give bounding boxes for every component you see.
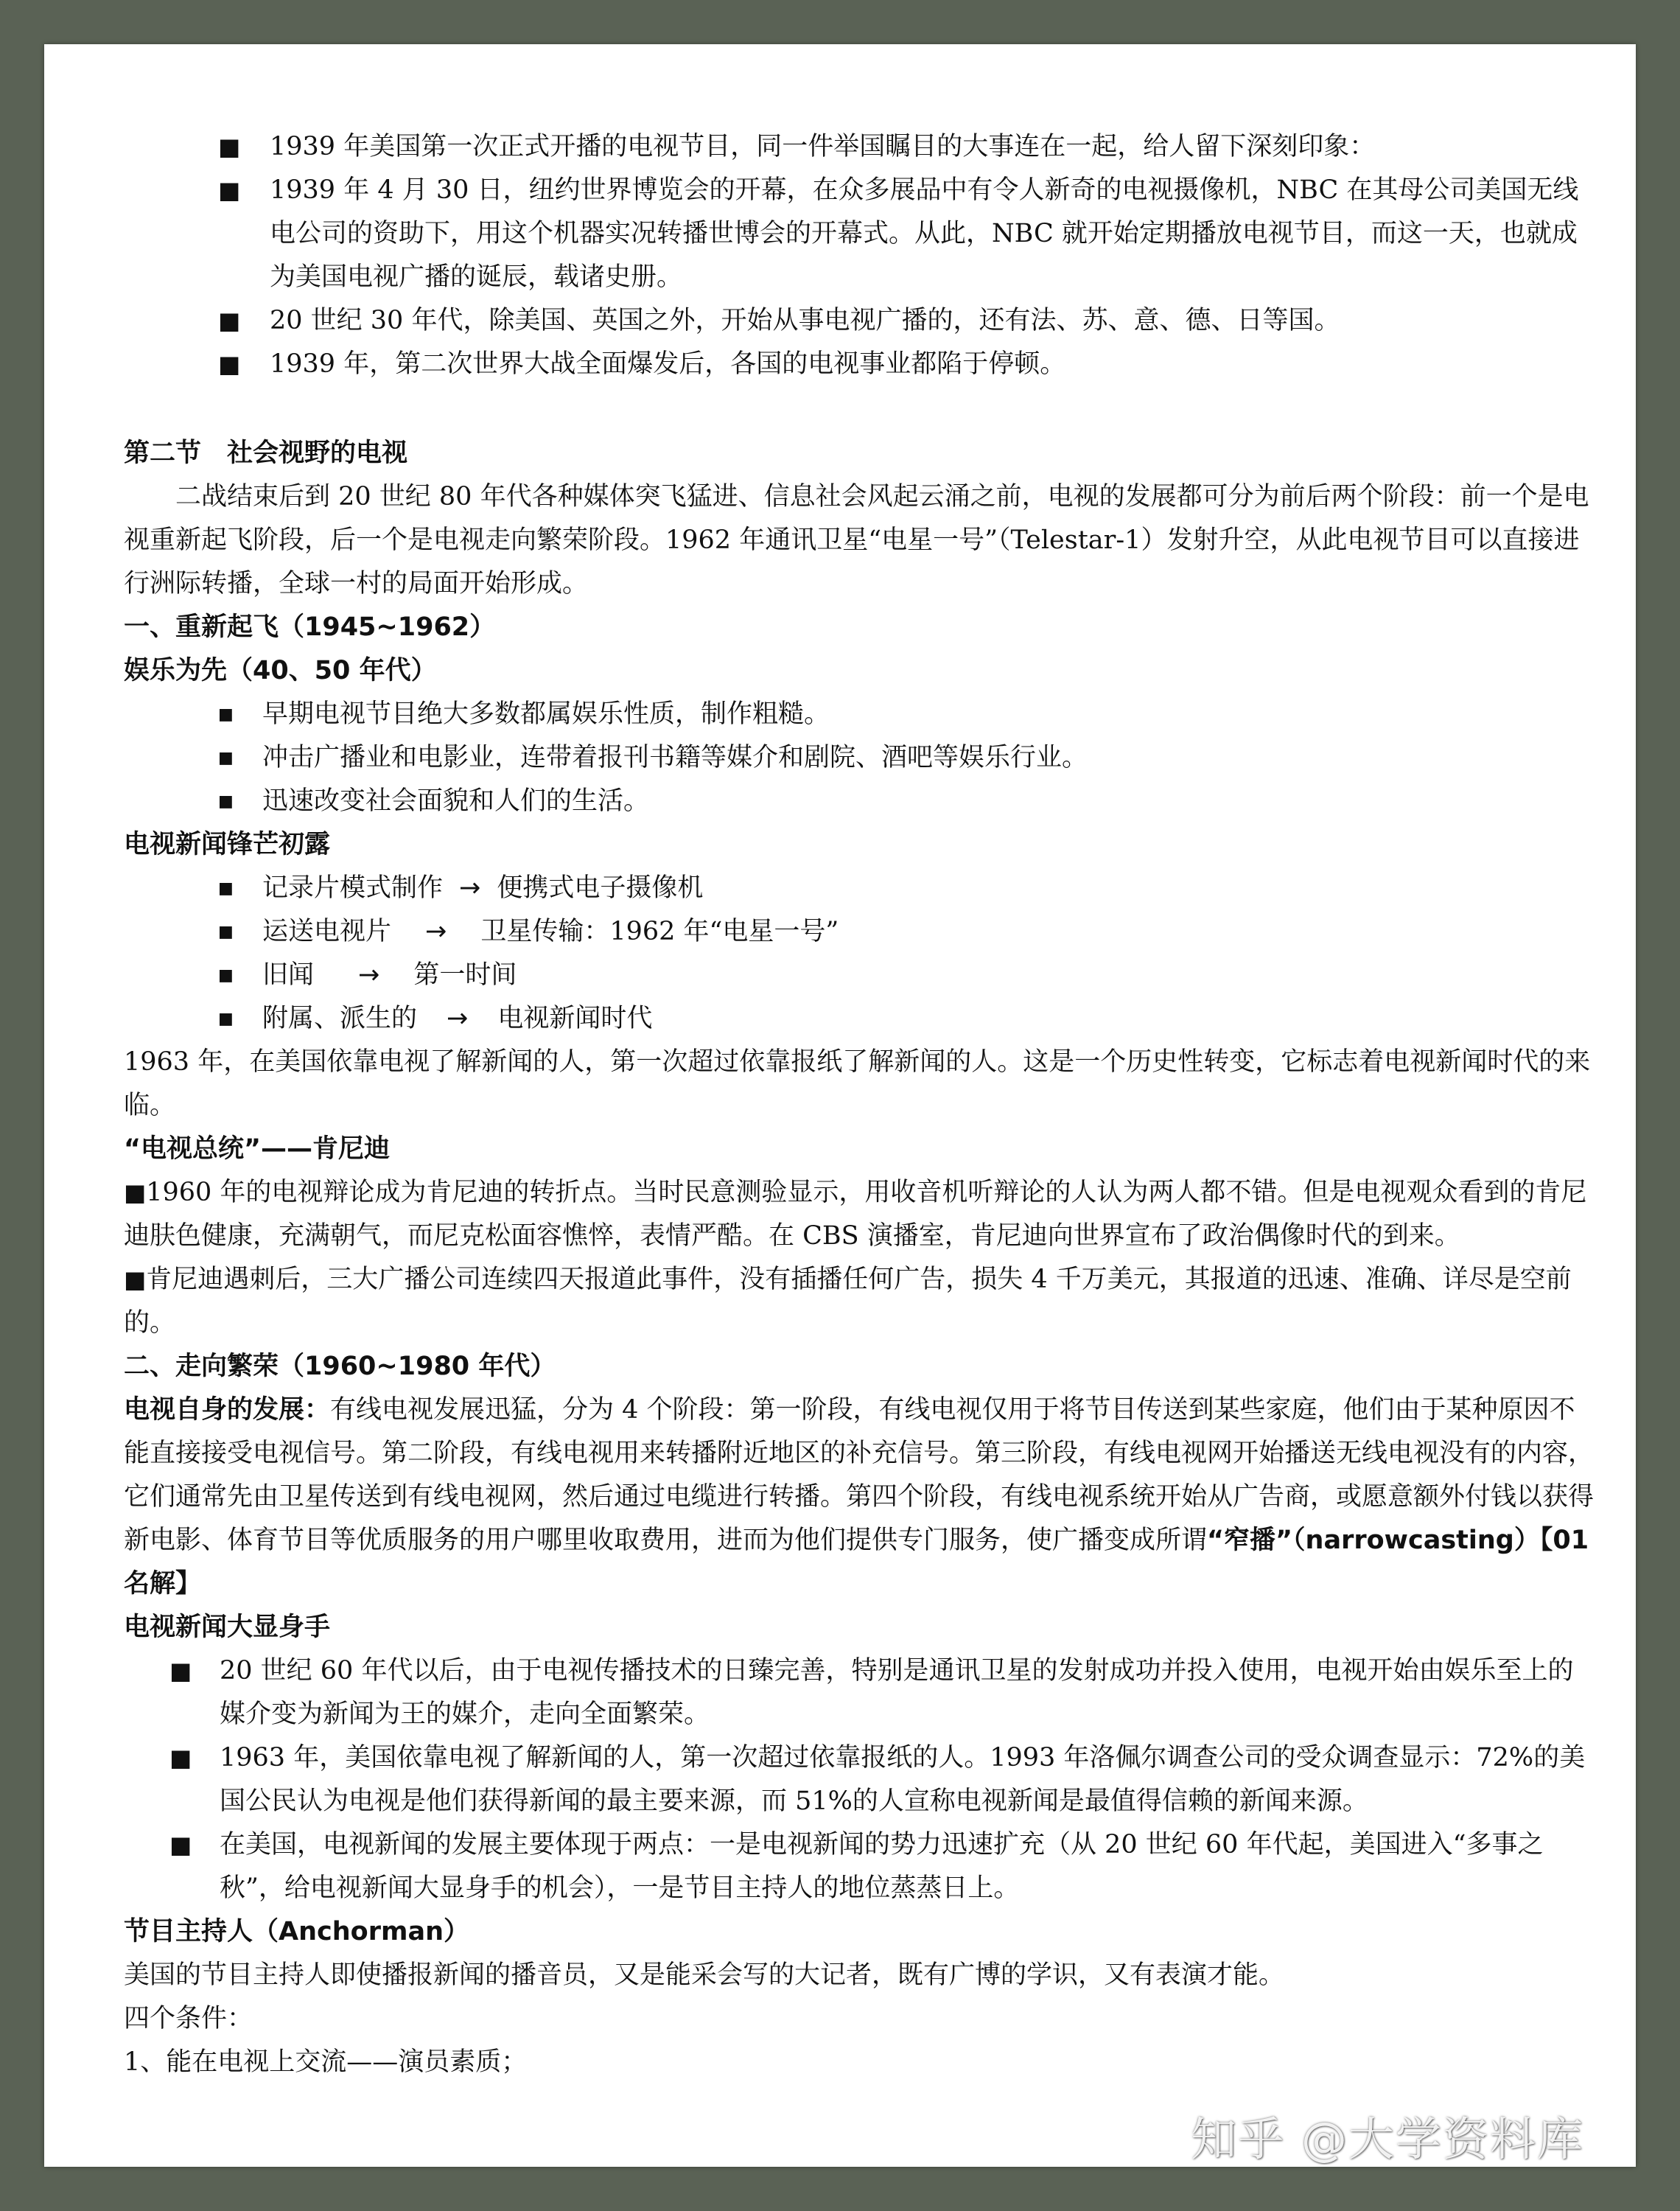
- subheading: 娱乐为先（40、50 年代）: [124, 656, 437, 685]
- arrow-right-icon: →: [447, 1004, 469, 1033]
- arrow-right-icon: →: [459, 873, 481, 903]
- part-heading: 一、重新起飞（1945~1962）: [124, 612, 496, 642]
- list-item: [124, 125, 1595, 169]
- list-item: [124, 1649, 1595, 1736]
- square-bullet-icon: ■: [124, 1265, 147, 1293]
- subheading: “电视总统”——肯尼迪: [124, 1134, 391, 1164]
- list-item-text: 1939 年，第二次世界大战全面爆发后，各国的电视事业都陷于停顿。: [270, 349, 1066, 379]
- small-square-bullet-icon: ■: [218, 879, 234, 898]
- to-text: 第一时间: [413, 960, 517, 990]
- watermark: 知乎 @大学资料库: [1191, 2112, 1584, 2166]
- subheading: 节目主持人（Anchorman）: [124, 1917, 469, 1946]
- subheading: 电视新闻锋芒初露: [124, 830, 331, 859]
- list-item: [124, 954, 1595, 997]
- list-item: [124, 910, 1595, 954]
- part-heading: 二、走向繁荣（1960~1980 年代）: [124, 1352, 556, 1381]
- small-square-bullet-icon: ■: [218, 705, 234, 724]
- inline-term: “窄播”: [1207, 1526, 1293, 1555]
- list-item-text: 1963 年，美国依靠电视了解新闻的人，第一次超过依靠报纸的人。1993 年洛佩尔调查公司的受众调查显示：72%的美国公民认为电视是他们获得新闻的最主要来源，而 51%的人宣称电视新闻是最值得信赖的新闻来源。: [220, 1743, 1586, 1816]
- list-item-text: 20 世纪 30 年代，除美国、英国之外，开始从事电视广播的，还有法、苏、意、德、日等国。: [270, 306, 1340, 335]
- paragraph: 1、能在电视上交流——演员素质；: [124, 2047, 528, 2077]
- list-item-text: 1939 年 4 月 30 日，纽约世界博览会的开幕，在众多展品中有令人新奇的电视摄像机，NBC 在其母公司美国无线电公司的资助下，用这个机器实况转播世博会的开幕式。从此，NBC 就开始定期播放电视节目，而这一天，也就成为美国电视广播的诞辰，载诸史册。: [270, 175, 1579, 292]
- paragraph: 美国的节目主持人即使播报新闻的播音员，又是能采会写的大记者，既有广博的学识，又有表演才能。: [124, 1960, 1285, 1990]
- paragraph: ■肯尼迪遇刺后，三大广播公司连续四天报道此事件，没有插播任何广告，损失 4 千万美元，其报道的迅速、准确、详尽是空前的。: [124, 1265, 1572, 1338]
- small-square-bullet-icon: ■: [218, 749, 234, 767]
- square-bullet-icon: ■: [169, 1657, 192, 1685]
- list-item: [124, 693, 1595, 736]
- paragraph: 电视自身的发展：有线电视发展迅猛，分为 4 个阶段：第一阶段，有线电视仅用于将节目传送到某些家庭，他们由于某种原因不能直接接受电视信号。第二阶段，有线电视用来转播附近地区的补充信号。第三阶段，有线电视网开始播送无线电视没有的内容，它们通常先由卫星传送到有线电视网，然后通过电缆进行转播。第四个阶段，有线电视系统开始从广告商，或愿意额外付钱以获得新电影、体育节目等优质服务的用户哪里收取费用，进而为他们提供专门服务，使广播变成所谓“窄播”（narrowcasting）【01 名解】: [124, 1395, 1595, 1599]
- list-item: [124, 780, 1595, 823]
- square-bullet-icon: ■: [169, 1744, 192, 1772]
- list-item-text: 20 世纪 60 年代以后，由于电视传播技术的日臻完善，特别是通讯卫星的发射成功并投入使用，电视开始由娱乐至上的媒介变为新闻为王的媒介，走向全面繁荣。: [220, 1656, 1574, 1729]
- to-text: 便携式电子摄像机: [497, 873, 704, 903]
- section-intro: 二战结束后到 20 世纪 80 年代各种媒体突飞猛进、信息社会风起云涌之前，电视的发展都可分为前后两个阶段：前一个是电视重新起飞阶段，后一个是电视走向繁荣阶段。1962 年通讯卫星“电星一号”（Telestar-1）发射升空，从此电视节目可以直接进行洲际转播，全球一村的局面开始形成。: [124, 482, 1589, 598]
- from-text: 运送电视片: [262, 917, 392, 946]
- list-item: [124, 867, 1595, 910]
- paragraph: 1963 年，在美国依靠电视了解新闻的人，第一次超过依靠报纸了解新闻的人。这是一个历史性转变，它标志着电视新闻时代的来临。: [124, 1047, 1591, 1120]
- list-item-text: 冲击广播业和电影业，连带着报刊书籍等媒介和剧院、酒吧等娱乐行业。: [262, 743, 1088, 772]
- document-content: [124, 125, 1595, 2084]
- small-square-bullet-icon: ■: [218, 923, 234, 941]
- inline-term-en: （narrowcasting）【01 名解】: [124, 1526, 1589, 1599]
- arrow-right-icon: →: [358, 960, 380, 990]
- list-item: [124, 343, 1595, 386]
- spacer: [124, 386, 1595, 432]
- subheading: 电视新闻大显身手: [124, 1613, 331, 1642]
- list-item-text: 早期电视节目绝大多数都属娱乐性质，制作粗糙。: [262, 699, 830, 729]
- list-item: [124, 169, 1595, 299]
- paragraph: ■1960 年的电视辩论成为肯尼迪的转折点。当时民意测验显示，用收音机听辩论的人认为两人都不错。但是电视观众看到的肯尼迪肤色健康，充满朝气，而尼克松面容憔悴，表情严酷。在 CBS 演播室，肯尼迪向世界宣布了政治偶像时代的到来。: [124, 1178, 1587, 1251]
- arrow-right-icon: →: [425, 917, 447, 946]
- small-square-bullet-icon: ■: [218, 966, 234, 985]
- section-heading: 第二节 社会视野的电视: [124, 439, 408, 468]
- square-bullet-icon: ■: [218, 350, 241, 378]
- list-item: [124, 736, 1595, 780]
- list-item: [124, 1736, 1595, 1823]
- list-item-text: 1939 年美国第一次正式开播的电视节目，同一件举国瞩目的大事连在一起，给人留下深刻印象：: [270, 132, 1376, 161]
- square-bullet-icon: ■: [124, 1178, 147, 1206]
- paragraph: 四个条件：: [124, 2004, 253, 2033]
- list-item: [124, 997, 1595, 1041]
- list-item: [124, 1823, 1595, 1910]
- list-item-text: 在美国，电视新闻的发展主要体现于两点：一是电视新闻的势力迅速扩充（从 20 世纪 60 年代起，美国进入“多事之秋”，给电视新闻大显身手的机会），一是节目主持人的地位蒸蒸日上。: [220, 1830, 1544, 1903]
- square-bullet-icon: ■: [218, 307, 241, 335]
- from-text: 旧闻: [262, 960, 315, 990]
- from-text: 记录片模式制作: [262, 873, 444, 903]
- small-square-bullet-icon: ■: [218, 792, 234, 811]
- square-bullet-icon: ■: [218, 176, 241, 204]
- list-item: [124, 299, 1595, 343]
- to-text: 电视新闻时代: [497, 1004, 653, 1033]
- square-bullet-icon: ■: [218, 133, 241, 161]
- to-text: 卫星传输：1962 年“电星一号”: [480, 917, 839, 946]
- from-text: 附属、派生的: [262, 1004, 418, 1033]
- inline-label: 电视自身的发展：: [124, 1395, 331, 1425]
- square-bullet-icon: ■: [169, 1831, 192, 1859]
- small-square-bullet-icon: ■: [218, 1010, 234, 1028]
- document-page: [44, 44, 1636, 2167]
- list-item-text: 迅速改变社会面貌和人们的生活。: [262, 786, 650, 816]
